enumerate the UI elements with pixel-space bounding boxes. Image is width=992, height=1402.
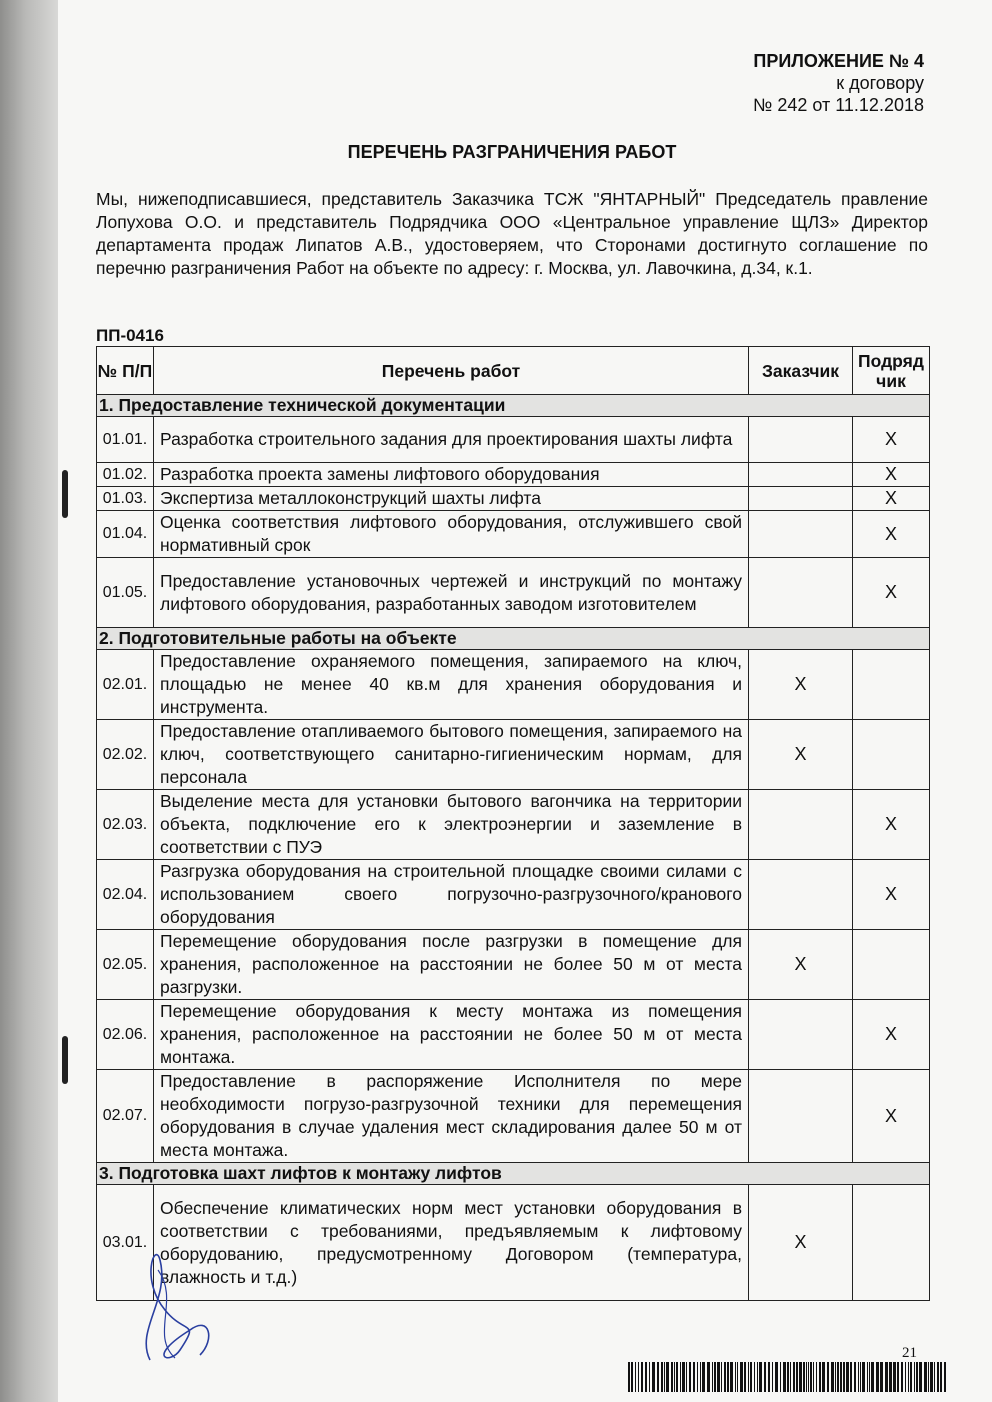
header-contractor: Подряд чик: [853, 347, 930, 395]
table-row: [97, 417, 930, 463]
barcode-bar: [652, 1362, 655, 1392]
barcode-bar: [671, 1362, 673, 1392]
barcode-bar: [721, 1362, 722, 1392]
row-customer-mark: [749, 463, 853, 487]
row-number: 02.04.: [97, 860, 154, 930]
section-row: [97, 395, 930, 417]
barcode-bar: [697, 1362, 698, 1392]
barcode-bar: [822, 1362, 825, 1392]
barcode-bar: [631, 1362, 633, 1392]
barcode-bar: [793, 1362, 795, 1392]
barcode-bar: [901, 1362, 903, 1392]
row-number: 03.01.: [97, 1185, 154, 1301]
contract-ref-line: к договору: [836, 73, 924, 93]
row-contractor-mark: [853, 720, 930, 790]
barcode-bar: [787, 1362, 789, 1392]
barcode: [628, 1362, 946, 1392]
table-row: [97, 650, 930, 720]
barcode-bar: [893, 1362, 896, 1392]
barcode-bar: [924, 1362, 927, 1392]
row-customer-mark: [749, 1000, 853, 1070]
row-work-text: Предоставление охраняемого помещения, запираемого на ключ, площадью не менее 40 кв.м для хранения оборудования и инструмента.: [154, 650, 749, 720]
row-number: 02.03.: [97, 790, 154, 860]
barcode-bar: [930, 1362, 933, 1392]
row-number: 02.05.: [97, 930, 154, 1000]
barcode-bar: [707, 1362, 710, 1392]
barcode-bar: [905, 1362, 906, 1392]
barcode-bar: [735, 1362, 736, 1392]
barcode-bar: [657, 1362, 659, 1392]
table-row: [97, 720, 930, 790]
barcode-bar: [799, 1362, 802, 1392]
row-work-text: Предоставление в распоряжение Исполнителя по мере необходимости погрузо-разгрузочной техники для перемещения оборудования в случае удаления мест складирования далее 50 м от места монтажа.: [154, 1070, 749, 1163]
row-customer-mark: X: [749, 720, 853, 790]
row-customer-mark: [749, 511, 853, 558]
barcode-bar: [908, 1362, 909, 1392]
row-work-text: Оценка соответствия лифтового оборудования, отслужившего свой нормативный срок: [154, 511, 749, 558]
barcode-bar: [916, 1362, 918, 1392]
row-contractor-mark: X: [853, 487, 930, 511]
row-number: 01.05.: [97, 558, 154, 628]
row-customer-mark: X: [749, 1185, 853, 1301]
barcode-bar: [827, 1362, 829, 1392]
row-work-text: Предоставление отапливаемого бытового помещения, запираемого на ключ, соответствующего санитарно-гигиеническим нормам, для персонала: [154, 720, 749, 790]
barcode-bar: [889, 1362, 892, 1392]
barcode-bar: [712, 1362, 713, 1392]
row-contractor-mark: X: [853, 860, 930, 930]
barcode-bar: [837, 1362, 839, 1392]
barcode-bar: [869, 1362, 870, 1392]
row-customer-mark: [749, 558, 853, 628]
row-work-text: Разгрузка оборудования на строительной площадке своими силами с использованием своего погрузочно-разгрузочного/кранового оборудования: [154, 860, 749, 930]
intro-paragraph: Мы, нижеподписавшиеся, представитель Заказчика ТСЖ "ЯНТАРНЫЙ" Председатель правление Лопухова О.О. и представитель Подрядчика ООО «Центральное управление ЩЛЗ» Директор департамента продаж Липатов А.В., удостоверяем, что Сторонами достигнуто соглашение по перечню разграничения Работ на объекте по адресу: г. Москва, ул. Лавочкина, д.34, к.1.: [96, 189, 928, 278]
row-customer-mark: [749, 487, 853, 511]
row-work-text: Обеспечение климатических норм мест установки оборудования в соответствии с требованиями, предъявляемым к лифтовому оборудованию, предусмотренному Договором (температура, влажность и т.д.): [154, 1185, 749, 1301]
barcode-bar: [937, 1362, 939, 1392]
binding-hole-mark: [62, 470, 68, 518]
barcode-bar: [928, 1362, 929, 1392]
row-number: 01.04.: [97, 511, 154, 558]
barcode-bar: [940, 1362, 942, 1392]
row-contractor-mark: X: [853, 1070, 930, 1163]
table-row: [97, 511, 930, 558]
table-row: [97, 1070, 930, 1163]
row-number: 02.07.: [97, 1070, 154, 1163]
barcode-bar: [919, 1362, 922, 1392]
appendix-title: ПРИЛОЖЕНИЕ № 4: [753, 51, 924, 71]
barcode-bar: [808, 1362, 809, 1392]
barcode-bar: [876, 1362, 879, 1392]
barcode-bar: [754, 1362, 755, 1392]
section-row: [97, 1163, 930, 1185]
contract-number-line: № 242 от 11.12.2018: [753, 95, 924, 115]
barcode-bar: [737, 1362, 738, 1392]
barcode-bar: [862, 1362, 865, 1392]
table-row: [97, 558, 930, 628]
barcode-bar: [714, 1362, 716, 1392]
barcode-bar: [682, 1362, 685, 1392]
barcode-bar: [783, 1362, 786, 1392]
barcode-bar: [674, 1362, 675, 1392]
table-row: [97, 487, 930, 511]
appendix-header: [753, 50, 924, 116]
barcode-bar: [717, 1362, 720, 1392]
barcode-bar: [934, 1362, 935, 1392]
barcode-bar: [796, 1362, 798, 1392]
row-number: 02.01.: [97, 650, 154, 720]
row-contractor-mark: X: [853, 558, 930, 628]
row-contractor-mark: X: [853, 417, 930, 463]
table-header-row: [97, 347, 930, 395]
section-title: 3. Подготовка шахт лифтов к монтажу лифтов: [97, 1163, 930, 1185]
scan-binding-shadow: [0, 0, 64, 1402]
barcode-bar: [730, 1362, 733, 1392]
barcode-bar: [843, 1362, 845, 1392]
barcode-bar: [768, 1362, 770, 1392]
barcode-bar: [764, 1362, 766, 1392]
barcode-bar: [759, 1362, 762, 1392]
barcode-bar: [693, 1362, 695, 1392]
barcode-bar: [724, 1362, 726, 1392]
barcode-bar: [885, 1362, 888, 1392]
barcode-bar: [689, 1362, 691, 1392]
barcode-bar: [790, 1362, 791, 1392]
row-work-text: Перемещение оборудования к месту монтажа из помещения хранения, расположенное на расстоянии не более 50 м от места монтажа.: [154, 1000, 749, 1070]
table-row: [97, 463, 930, 487]
barcode-bar: [628, 1362, 630, 1392]
section-title: 1. Предоставление технической документации: [97, 395, 930, 417]
barcode-bar: [803, 1362, 805, 1392]
barcode-bar: [835, 1362, 836, 1392]
barcode-bar: [649, 1362, 650, 1392]
table-row: [97, 1000, 930, 1070]
barcode-bar: [860, 1362, 861, 1392]
row-work-text: Перемещение оборудования после разгрузки в помещение для хранения, расположенное на расстоянии не более 50 м от места разгрузки.: [154, 930, 749, 1000]
table-row: [97, 930, 930, 1000]
barcode-bar: [944, 1362, 946, 1392]
barcode-bar: [700, 1362, 701, 1392]
row-number: 01.03.: [97, 487, 154, 511]
binding-hole-mark: [62, 1036, 68, 1084]
barcode-bar: [635, 1362, 636, 1392]
row-customer-mark: [749, 790, 853, 860]
barcode-bar: [664, 1362, 665, 1392]
barcode-bar: [914, 1362, 915, 1392]
barcode-bar: [638, 1362, 639, 1392]
header-works: Перечень работ: [154, 347, 749, 395]
row-customer-mark: [749, 417, 853, 463]
row-work-text: Экспертиза металлоконструкций шахты лифта: [154, 487, 749, 511]
row-contractor-mark: X: [853, 1000, 930, 1070]
header-customer: Заказчик: [749, 347, 853, 395]
barcode-bar: [813, 1362, 814, 1392]
section-title: 2. Подготовительные работы на объекте: [97, 628, 930, 650]
barcode-bar: [702, 1362, 705, 1392]
barcode-bar: [840, 1362, 842, 1392]
barcode-bar: [750, 1362, 752, 1392]
barcode-bar: [810, 1362, 812, 1392]
barcode-bar: [871, 1362, 874, 1392]
signature: [130, 1240, 220, 1370]
section-row: [97, 628, 930, 650]
barcode-bar: [740, 1362, 743, 1392]
barcode-bar: [775, 1362, 778, 1392]
document-code: ПП-0416: [96, 326, 164, 345]
barcode-bar: [727, 1362, 729, 1392]
table-row: [97, 1185, 930, 1301]
barcode-bar: [666, 1362, 669, 1392]
barcode-bar: [880, 1362, 883, 1392]
barcode-bar: [645, 1362, 647, 1392]
row-work-text: Предоставление установочных чертежей и инструкций по монтажу лифтового оборудования, разработанных заводом изготовителем: [154, 558, 749, 628]
row-work-text: Разработка строительного задания для проектирования шахты лифта: [154, 417, 749, 463]
table-row: [97, 790, 930, 860]
row-customer-mark: X: [749, 650, 853, 720]
barcode-bar: [661, 1362, 663, 1392]
barcode-bar: [846, 1362, 849, 1392]
row-contractor-mark: X: [853, 790, 930, 860]
row-contractor-mark: [853, 1185, 930, 1301]
barcode-bar: [858, 1362, 859, 1392]
header-num: № П/П: [97, 347, 154, 395]
row-number: 01.02.: [97, 463, 154, 487]
row-customer-mark: [749, 860, 853, 930]
row-customer-mark: [749, 1070, 853, 1163]
barcode-bar: [748, 1362, 749, 1392]
row-number: 02.02.: [97, 720, 154, 790]
works-table: [96, 346, 930, 1301]
barcode-bar: [897, 1362, 899, 1392]
barcode-bar: [831, 1362, 834, 1392]
row-contractor-mark: [853, 930, 930, 1000]
row-customer-mark: X: [749, 930, 853, 1000]
barcode-bar: [806, 1362, 807, 1392]
row-number: 01.01.: [97, 417, 154, 463]
page-number: 21: [902, 1345, 917, 1361]
row-contractor-mark: X: [853, 511, 930, 558]
barcode-bar: [680, 1362, 681, 1392]
barcode-bar: [816, 1362, 817, 1392]
row-work-text: Выделение места для установки бытового вагончика на территории объекта, подключение его к электроэнергии и заземление в соответствии с ПУЭ: [154, 790, 749, 860]
barcode-bar: [867, 1362, 868, 1392]
barcode-bar: [780, 1362, 781, 1392]
barcode-bar: [676, 1362, 678, 1392]
barcode-bar: [641, 1362, 643, 1392]
barcode-bar: [850, 1362, 852, 1392]
document-title: ПЕРЕЧЕНЬ РАЗГРАНИЧЕНИЯ РАБОТ: [347, 142, 677, 162]
row-work-text: Разработка проекта замены лифтового оборудования: [154, 463, 749, 487]
table-row: [97, 860, 930, 930]
barcode-bar: [854, 1362, 856, 1392]
barcode-bar: [744, 1362, 746, 1392]
barcode-bar: [819, 1362, 821, 1392]
row-number: 02.06.: [97, 1000, 154, 1070]
row-contractor-mark: X: [853, 463, 930, 487]
barcode-bar: [686, 1362, 687, 1392]
barcode-bar: [772, 1362, 773, 1392]
barcode-bar: [757, 1362, 758, 1392]
barcode-bar: [910, 1362, 912, 1392]
row-contractor-mark: [853, 650, 930, 720]
